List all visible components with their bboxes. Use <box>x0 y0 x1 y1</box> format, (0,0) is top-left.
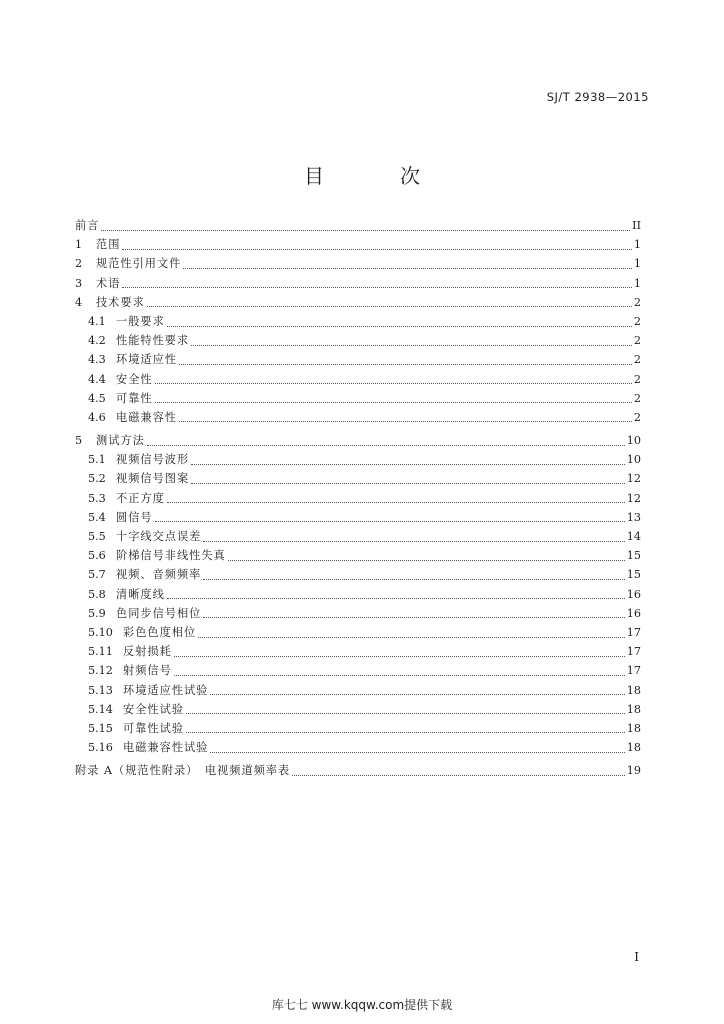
toc-entry-page: 2 <box>633 353 641 367</box>
toc-entry[interactable] <box>75 623 641 642</box>
toc-entry-title: 彩色色度相位 <box>123 625 197 639</box>
toc-dot-leader <box>203 616 624 618</box>
toc-entry[interactable] <box>75 408 641 427</box>
toc-entry-number: 5 <box>75 434 83 448</box>
toc-entry-page: 13 <box>626 510 641 524</box>
toc-entry-number: 5.9 <box>88 606 106 620</box>
toc-entry-title: 规范性引用文件 <box>96 257 182 271</box>
toc-entry-number: 5.16 <box>88 741 113 755</box>
toc-entry-page: 18 <box>626 741 641 755</box>
page-title: 目 次 <box>304 164 448 188</box>
toc-entry-page: II <box>632 219 641 232</box>
toc-entry-title: 性能特性要求 <box>116 334 190 348</box>
toc-dot-leader <box>155 401 632 403</box>
toc-dot-leader <box>186 712 625 714</box>
toc-entry-title: 视频、音频频率 <box>116 568 202 582</box>
toc-entry-page: 18 <box>626 683 641 697</box>
toc-entry-number: 5.7 <box>88 568 106 582</box>
toc-entry-title: 术语 <box>96 276 121 290</box>
toc-entry-title: 清晰度线 <box>116 587 165 601</box>
toc-entry-page: 1 <box>633 276 641 290</box>
toc-entry-page: 17 <box>626 645 641 659</box>
standard-code: SJ/T 2938—2015 <box>546 90 649 104</box>
toc-dot-leader <box>203 578 624 580</box>
toc-entry-page: 15 <box>626 549 641 563</box>
toc-dot-leader <box>167 501 625 503</box>
toc-entry-title: 安全性试验 <box>123 702 184 716</box>
toc-dot-leader <box>147 444 625 446</box>
toc-entry-title: 可靠性 <box>116 391 153 405</box>
toc-dot-leader <box>228 559 625 561</box>
toc-entry-title: 圆信号 <box>116 510 153 524</box>
toc-dot-leader <box>122 248 631 250</box>
toc-entry-title: 视频信号图案 <box>116 472 190 486</box>
toc-entry-page: 17 <box>626 664 641 678</box>
toc-entry[interactable] <box>75 700 641 719</box>
toc-entry-title: 阶梯信号非线性失真 <box>116 549 226 563</box>
toc-dot-leader <box>191 463 625 465</box>
toc-entry[interactable] <box>75 761 641 780</box>
toc-entry-page: 2 <box>633 314 641 328</box>
toc-entry[interactable] <box>75 681 641 700</box>
toc-entry-page: 16 <box>626 606 641 620</box>
toc-entry-page: 2 <box>633 295 641 309</box>
toc-entry-title: 色同步信号相位 <box>116 606 202 620</box>
toc-entry-title: 测试方法 <box>96 434 145 448</box>
table-of-contents <box>75 216 641 780</box>
toc-entry-page: 10 <box>626 453 641 467</box>
toc-entry[interactable] <box>75 312 641 331</box>
toc-entry-number: 5.4 <box>88 510 106 524</box>
toc-entry-number: 2 <box>75 257 83 271</box>
toc-entry-title: 电磁兼容性试验 <box>123 741 209 755</box>
toc-dot-leader <box>210 751 624 753</box>
toc-entry[interactable] <box>75 508 641 527</box>
toc-entry[interactable] <box>75 389 641 408</box>
toc-entry[interactable] <box>75 546 641 565</box>
toc-dot-leader <box>191 482 625 484</box>
toc-entry-number: 4.1 <box>88 314 106 328</box>
toc-entry-page: 18 <box>626 721 641 735</box>
toc-entry[interactable] <box>75 719 641 738</box>
toc-entry-title: 十字线交点误差 <box>116 530 202 543</box>
toc-entry[interactable] <box>75 431 641 450</box>
toc-entry-page: 2 <box>633 391 641 405</box>
toc-entry-number: 5.15 <box>88 721 113 735</box>
toc-entry-title: 射频信号 <box>123 664 172 678</box>
toc-entry[interactable] <box>75 293 641 312</box>
toc-dot-leader <box>191 344 632 346</box>
toc-entry-number: 5.8 <box>88 587 106 601</box>
toc-entry-page: 18 <box>626 702 641 716</box>
toc-entry-page: 14 <box>626 530 641 543</box>
toc-dot-leader <box>101 229 630 231</box>
footer-download-note: 库七七 www.kqqw.com提供下载 <box>271 998 453 1012</box>
toc-entry-number: 5.14 <box>88 702 113 716</box>
toc-entry[interactable] <box>75 585 641 604</box>
toc-entry-title: 技术要求 <box>96 295 145 309</box>
toc-dot-leader <box>179 420 632 422</box>
toc-entry-page: 2 <box>633 410 641 424</box>
toc-dot-leader <box>147 305 632 307</box>
toc-entry-title: 反射损耗 <box>123 645 172 659</box>
toc-entry[interactable] <box>75 469 641 488</box>
toc-entry[interactable] <box>75 738 641 757</box>
toc-entry-number: 5.2 <box>88 472 106 486</box>
toc-entry-page: 15 <box>626 568 641 582</box>
toc-entry-title: 不正方度 <box>116 491 165 505</box>
toc-entry[interactable] <box>75 527 641 546</box>
toc-entry-page: 12 <box>626 491 641 505</box>
toc-entry-title: 一般要求 <box>116 314 165 328</box>
toc-entry[interactable] <box>75 274 641 293</box>
toc-dot-leader <box>183 267 632 269</box>
toc-entry-page: 2 <box>633 334 641 348</box>
toc-entry-page: 2 <box>633 372 641 386</box>
toc-dot-leader <box>155 382 632 384</box>
toc-entry-number: 5.13 <box>88 683 113 697</box>
toc-dot-leader <box>210 693 624 695</box>
toc-entry-page: 10 <box>626 434 641 448</box>
toc-entry-number: 4.2 <box>88 334 106 348</box>
toc-entry-page: 16 <box>626 587 641 601</box>
toc-dot-leader <box>292 774 625 776</box>
toc-entry[interactable] <box>75 370 641 389</box>
toc-entry-title: 安全性 <box>116 372 153 386</box>
toc-entry-number: 5.1 <box>88 453 106 467</box>
toc-entry-number: 5.10 <box>88 625 113 639</box>
toc-entry[interactable] <box>75 661 641 680</box>
toc-entry-title: 附录 A（规范性附录） 电视频道频率表 <box>75 764 291 778</box>
toc-entry-page: 19 <box>626 764 641 778</box>
toc-entry-title: 环境适应性试验 <box>123 683 209 697</box>
toc-dot-leader <box>155 520 625 522</box>
toc-entry[interactable] <box>75 350 641 369</box>
toc-entry-number: 4.4 <box>88 372 106 386</box>
toc-entry-number: 4.6 <box>88 410 106 424</box>
toc-entry-number: 5.5 <box>88 530 106 543</box>
toc-entry-title: 电磁兼容性 <box>116 410 177 424</box>
toc-entry-number: 3 <box>75 276 83 290</box>
toc-entry[interactable] <box>75 254 641 273</box>
toc-dot-leader <box>174 655 625 657</box>
toc-entry-title: 前言 <box>75 219 100 232</box>
toc-entry-page: 12 <box>626 472 641 486</box>
toc-entry-number: 1 <box>75 238 83 252</box>
toc-entry-number: 5.12 <box>88 664 113 678</box>
page-number: I <box>634 950 639 964</box>
toc-entry[interactable] <box>75 565 641 584</box>
toc-dot-leader <box>167 325 632 327</box>
toc-entry-title: 环境适应性 <box>116 353 177 367</box>
toc-entry[interactable] <box>75 604 641 623</box>
toc-dot-leader <box>198 636 625 638</box>
toc-entry[interactable] <box>75 489 641 508</box>
toc-entry[interactable] <box>75 642 641 661</box>
toc-entry-number: 5.3 <box>88 491 106 505</box>
toc-dot-leader <box>122 286 631 288</box>
toc-entry-number: 5.6 <box>88 549 106 563</box>
toc-dot-leader <box>203 540 624 542</box>
toc-dot-leader <box>167 597 625 599</box>
toc-dot-leader <box>186 731 625 733</box>
toc-entry[interactable] <box>75 450 641 469</box>
toc-entry-number: 4.3 <box>88 353 106 367</box>
toc-entry-number: 5.11 <box>88 645 113 659</box>
toc-entry-number: 4.5 <box>88 391 106 405</box>
toc-entry[interactable] <box>75 216 641 235</box>
toc-entry-title: 范围 <box>96 238 121 252</box>
toc-entry-number: 4 <box>75 295 83 309</box>
toc-entry-page: 1 <box>633 238 641 252</box>
toc-entry-title: 视频信号波形 <box>116 453 190 467</box>
toc-dot-leader <box>174 674 625 676</box>
toc-entry-page: 17 <box>626 625 641 639</box>
toc-dot-leader <box>179 363 632 365</box>
toc-entry-title: 可靠性试验 <box>123 721 184 735</box>
toc-entry[interactable] <box>75 235 641 254</box>
toc-entry-page: 1 <box>633 257 641 271</box>
toc-entry[interactable] <box>75 331 641 350</box>
